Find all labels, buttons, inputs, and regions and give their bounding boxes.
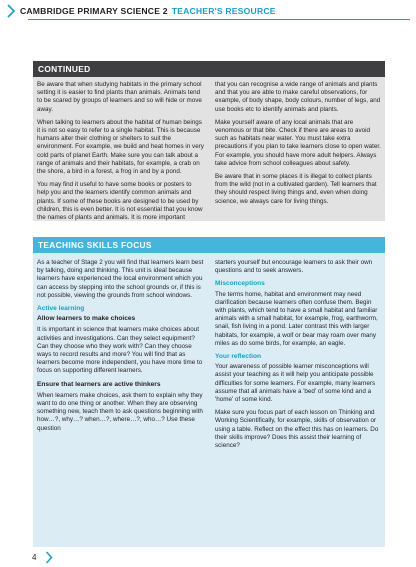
continued-columns xyxy=(37,81,381,227)
chevron-right-icon xyxy=(6,4,16,18)
paragraph: Make sure you focus part of each lesson on Thinking and Working Scientifically, for example, skills of observation or using a table. Reflect on the effect this has on learners. Do their skills improve? Does this assist their learning of science? xyxy=(215,409,379,450)
paragraph: Be aware that when studying habitats in the primary school setting it is easier to find plants than animals. Animals tend to be scared by groups of learners and so will hide or move away. xyxy=(37,81,202,113)
running-header xyxy=(6,2,276,20)
paragraph: Your awareness of possible learner misconceptions will assist your teaching as it will help you anticipate possible difficulties for some learners. For example, many learners assume that all animals have a 'bed' of some kind and a 'home' of some kind. xyxy=(215,363,376,404)
continued-right-column xyxy=(215,81,381,227)
teaching-skills-heading: TEACHING SKILLS FOCUS xyxy=(33,237,385,253)
header-rule xyxy=(28,19,410,20)
paragraph: The terms home, habitat and environment may need clarification because learners often confuse them. Begin with plants, which tend to have a small habitat and familiar animals with a small habitat, for example, frog, earthworm, snail, fish living in a pond. Later contrast this with larger habitats, for example, a wolf or bear may roam over many miles as do some birds, for example, an eagle. xyxy=(215,290,378,347)
teaching-right-column xyxy=(215,259,381,455)
paragraph: When talking to learners about the habitat of human beings it is not so easy to refer to a single habitat. This is because humans alter their clothing or shelters to suit the environment. For example, we build and heat homes in very cold parts of planet Earth. Make sure you can talk about a range of animals and their habitats, for example, a crab on the shore, a bird in a forest, a frog in and by a pond. xyxy=(37,118,204,176)
page-number: 4 xyxy=(32,553,37,562)
paragraph: Be aware that in some places it is illegal to collect plants from the wild (not in a cultivated garden). Tell learners that they should respect living things and, even when doing science, we always care for living things. xyxy=(215,173,377,205)
subheading-reflection: Your reflection xyxy=(215,353,262,361)
paragraph: Make yourself aware of any local animals that are venomous or that bite. Check if there are areas to avoid such as habitats near water. You must take extra precautions if you plan to take learners close to open water. For example, you should have more adult helpers. Always take advice from school colleagues about safety. xyxy=(215,118,381,167)
subheading-misconceptions: Misconceptions xyxy=(215,280,265,288)
book-title: CAMBRIDGE PRIMARY SCIENCE 2 xyxy=(20,6,168,16)
paragraph: You may find it useful to have some books or posters to help you and the learners identify common animals and plants. If some of these books are designed to be used by children, this is even better. It is not essential that you know the names of plants and animals. It is more important xyxy=(37,181,203,222)
chevron-right-icon xyxy=(45,551,53,564)
paragraph: It is important in science that learners make choices about activities and investigations. Can they select equipment? Can they choose who they work with? Can they choose ways to record results and more? You will find that as learners become more independent, you have more time to focus on supporting different learners. xyxy=(37,326,203,375)
continued-left-column xyxy=(37,81,205,227)
paragraph: that you can recognise a wide range of animals and plants and that you are able to make careful observations, for example, of body shape, body colours, number of legs, and use books etc to identify animals and plants. xyxy=(215,81,381,113)
subheading-active-thinkers: Ensure that learners are active thinkers xyxy=(37,380,161,388)
teaching-left-column xyxy=(37,259,207,455)
subheading-choices: Allow learners to make choices xyxy=(37,315,136,323)
teaching-columns xyxy=(37,259,381,455)
continued-heading: CONTINUED xyxy=(33,61,385,77)
paragraph: As a teacher of Stage 2 you will find that learners learn best by talking, doing and thinking. This unit is ideal because learners have experienced the local environment which you can access by stepping into the school grounds or, if this is not possible, viewing the grounds from school windows. xyxy=(37,259,204,299)
paragraph: When learners make choices, ask them to explain why they want to do one thing or another. When they are observing something new, teach them to ask questions beginning with how…?, why…? when…?, where…?, who…? Use these question xyxy=(37,391,203,432)
paragraph: starters yourself but encourage learners to ask their own questions and to seek answers. xyxy=(215,259,373,275)
subheading-active-learning: Active learning xyxy=(37,305,85,313)
book-subtitle: TEACHER'S RESOURCE xyxy=(171,6,276,16)
